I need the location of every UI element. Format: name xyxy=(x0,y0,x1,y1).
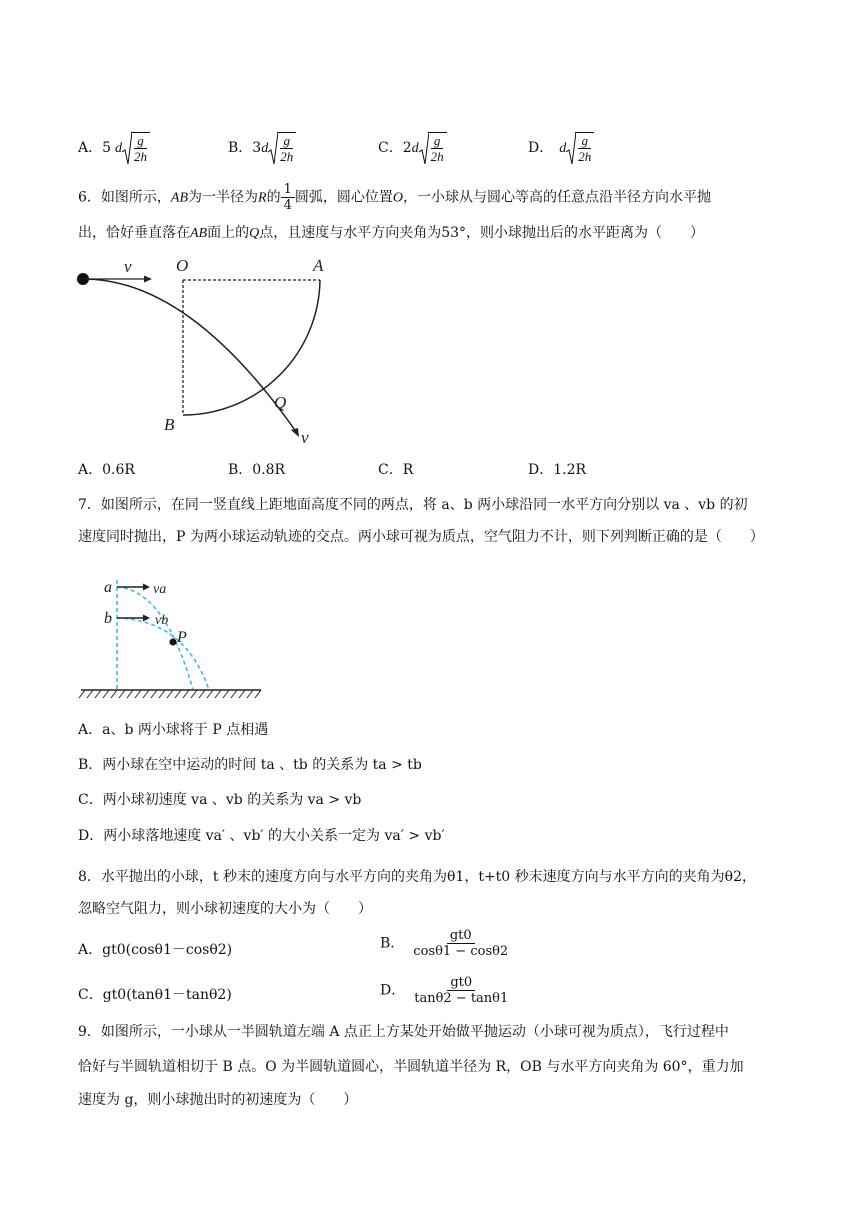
q6-label-b: B xyxy=(164,415,175,434)
q7-option-c: C．两小球初速度 va 、vb 的关系为 va > vb xyxy=(78,792,362,808)
q7-option-d: D．两小球落地速度 va′ 、vb′ 的大小关系一定为 va′ > vb′ xyxy=(78,828,445,844)
q6-label-o: O xyxy=(176,256,189,275)
q6-label-v-top: v xyxy=(124,257,132,276)
q5-option-c: C．2d $\frac{g}{2h}$ xyxy=(378,130,447,166)
q8-stem-line2: 忽略空气阻力，则小球初速度的大小为（ ） xyxy=(78,901,372,917)
q6-option-a: A．0.6R xyxy=(78,462,135,478)
q9-stem-line3: 速度为 g，则小球抛出时的初速度为（ ） xyxy=(78,1092,358,1108)
q6-trajectory xyxy=(85,279,297,433)
q6-arrow-bottom xyxy=(291,428,299,437)
q6-stem-line2: 出，恰好垂直落在AB面上的Q点，且速度与水平方向夹角为53°，则小球抛出后的水平距离为（ ） xyxy=(78,225,705,241)
q7-arrow-b xyxy=(143,615,150,622)
q6-arc xyxy=(183,280,320,415)
q6-option-c: C．R xyxy=(378,462,414,478)
q7-point-p xyxy=(170,639,177,646)
q7-label-p: P xyxy=(177,629,187,646)
q7-option-a: A．a、b 两小球将于 P 点相遇 xyxy=(78,722,269,738)
q8-option-b: B． $\frac{gt0}{\cos\theta 1 - \cos\theta 2}$ xyxy=(380,928,509,959)
q7-arrow-a xyxy=(143,584,150,591)
q6-label-q: Q xyxy=(274,393,287,412)
q7-label-vb: vb xyxy=(155,613,169,628)
q7-stem-line1: 7．如图所示，在同一竖直线上距地面高度不同的两点，将 a、b 两小球沿同一水平方向分别以 va 、vb 的初 xyxy=(78,497,748,513)
q6-label-a: A xyxy=(313,256,324,275)
q5-options xyxy=(78,118,798,162)
q6-options xyxy=(78,460,778,482)
q7-trajectory-b xyxy=(117,618,209,690)
q6-arrow-top xyxy=(144,276,152,283)
q7-label-a: a xyxy=(104,579,112,596)
q6-stem-line1: 6．如图所示，AB为一半径为R的 $\frac{1}{4}$ 圆弧，圆心位置O，一小球从与圆心等高的任意点沿半径方向水平抛 xyxy=(78,182,711,213)
q5-option-d: D． d $\frac{g}{2h}$ xyxy=(528,130,594,166)
q6-fraction: $\frac{1}{4}$ xyxy=(281,182,295,213)
q9-stem-line1: 9．如图所示，一小球从一半圆轨道左端 A 点正上方某处开始做平抛运动（小球可视为质点），飞行过程中 xyxy=(78,1024,729,1040)
q9-stem-line2: 恰好与半圆轨道相切于 B 点。O 为半圆轨道圆心，半圆轨道半径为 R，OB 与水平方向夹角为 60°，重力加 xyxy=(78,1059,744,1075)
q8-option-c: C．gt0(tanθ1－tanθ2) xyxy=(78,987,232,1003)
q6-figure xyxy=(70,250,350,450)
q7-label-b: b xyxy=(104,610,112,627)
q7-label-va: va xyxy=(153,582,167,597)
q7-option-b: B．两小球在空中运动的时间 ta 、tb 的关系为 ta > tb xyxy=(78,757,422,773)
q5-option-a: A．5 d $\frac{g}{2h}$ xyxy=(78,130,150,166)
q7-stem-line2: 速度同时抛出，P 为两小球运动轨迹的交点。两小球可视为质点，空气阻力不计，则下列判断正确的是（ ） xyxy=(78,529,764,545)
q6-label-v-bottom: v xyxy=(301,428,309,447)
q8-option-d: D． $\frac{gt0}{\tan\theta 2 - \tan\theta 1}$ xyxy=(380,975,509,1006)
q6-option-d: D．1.2R xyxy=(528,462,587,478)
q8-option-a: A．gt0(cosθ1－cosθ2) xyxy=(78,942,233,958)
q8-stem-line1: 8．水平抛出的小球，t 秒末的速度方向与水平方向的夹角为θ1，t+t0 秒末速度方向与水平方向的夹角为θ2， xyxy=(78,869,756,885)
q5-option-b: B．3d $\frac{g}{2h}$ xyxy=(228,130,296,166)
q6-option-b: B．0.8R xyxy=(228,462,286,478)
q7-figure xyxy=(75,572,270,707)
q7-ground-hatch xyxy=(79,690,261,698)
